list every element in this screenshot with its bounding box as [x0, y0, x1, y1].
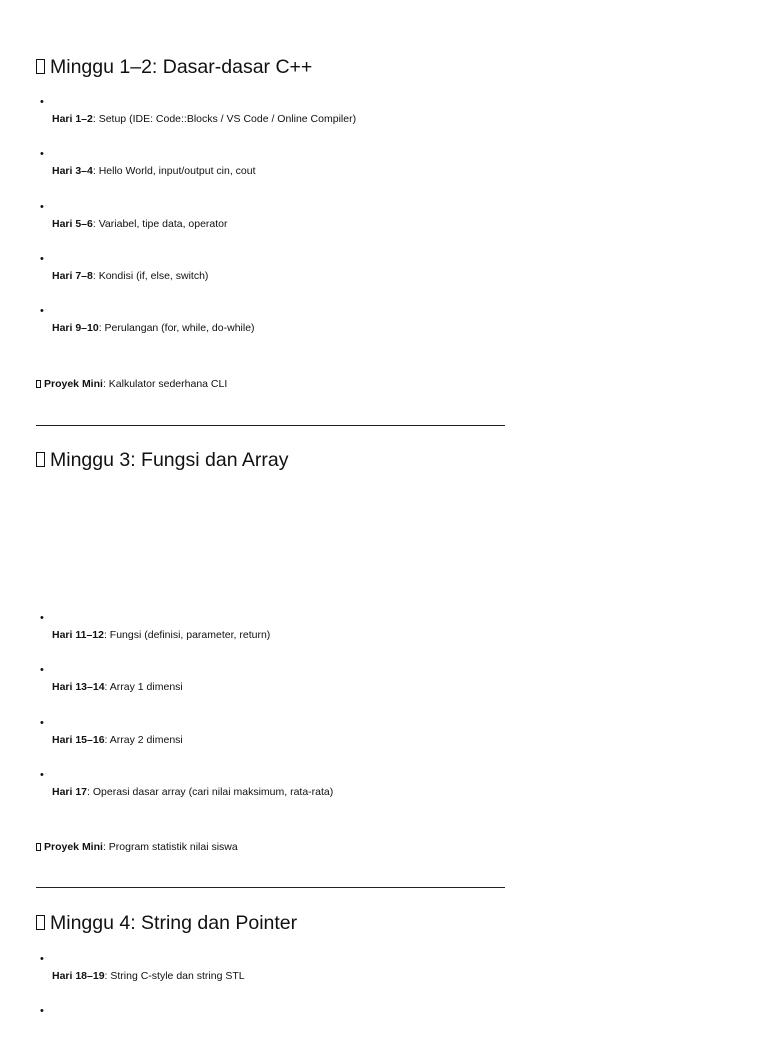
day-list	[36, 953, 506, 1058]
mini-project-week-3	[36, 840, 238, 854]
day-text: : Fungsi (definisi, parameter, return)	[103, 629, 271, 641]
section-divider	[36, 887, 505, 888]
day-label: Hari 9–10	[52, 322, 99, 335]
day-text: : Hello World, input/output cin, cout	[92, 165, 256, 178]
bullet-icon: •	[40, 664, 44, 677]
heading-text: Minggu 4: String dan Pointer	[50, 912, 298, 934]
bullet-icon: •	[40, 96, 44, 108]
list-item	[36, 148, 506, 200]
day-text: : Operasi dasar array (cari nilai maksimum, rata-rata)	[87, 785, 334, 798]
day-text: : Setup (IDE: Code::Blocks / VS Code / Online Compiler)	[92, 113, 357, 125]
missing-glyph-icon	[36, 843, 41, 851]
day-text: : Perulangan (for, while, do-while)	[98, 322, 255, 335]
day-label: Hari 5–6	[52, 217, 93, 230]
day-label: Hari 1–2	[52, 113, 93, 125]
project-label: Proyek Mini	[44, 841, 103, 853]
project-text: : Kalkulator sederhana CLI	[102, 378, 228, 390]
day-label: Hari 17	[52, 785, 88, 798]
day-label: Hari 11–12	[52, 629, 104, 641]
heading-text: Minggu 1–2: Dasar-dasar C++	[50, 56, 313, 78]
day-list-week-1-2	[36, 96, 506, 357]
bullet-icon: •	[40, 252, 44, 265]
day-label: Hari 15–16	[52, 733, 105, 746]
section-week-3	[36, 447, 506, 473]
bullet-icon: •	[40, 305, 44, 318]
project-label: Proyek Mini	[44, 378, 103, 390]
list-item	[36, 717, 506, 769]
project-text: : Program statistik nilai siswa	[102, 841, 238, 853]
day-text: : Array 2 dimensi	[104, 733, 183, 746]
list-item	[36, 1005, 506, 1057]
bullet-icon: •	[40, 148, 44, 161]
heading-text: Minggu 3: Fungsi dan Array	[50, 449, 289, 471]
day-label: Hari 7–8	[52, 269, 93, 282]
list-item	[36, 96, 506, 148]
day-list-week-4	[36, 953, 506, 1058]
day-list	[36, 96, 506, 357]
section-heading	[36, 910, 506, 936]
list-item	[36, 253, 506, 305]
day-text: : Kondisi (if, else, switch)	[92, 269, 209, 282]
section-heading	[36, 54, 506, 80]
list-item	[36, 769, 506, 821]
section-week-1-2	[36, 54, 506, 80]
day-text: : Array 1 dimensi	[104, 681, 183, 694]
section-divider	[36, 425, 505, 426]
list-item	[36, 305, 506, 357]
missing-glyph-icon	[36, 915, 45, 930]
day-list-week-3	[36, 612, 506, 821]
bullet-icon: •	[40, 1005, 44, 1018]
missing-glyph-icon	[36, 452, 45, 467]
day-text: : String C-style dan string STL	[104, 970, 245, 982]
section-heading	[36, 447, 506, 473]
list-item	[36, 201, 506, 253]
day-label: Hari 18–19	[52, 970, 105, 982]
section-week-4	[36, 910, 506, 936]
mini-project-week-1-2	[36, 377, 227, 391]
day-label: Hari 3–4	[52, 165, 93, 178]
day-list	[36, 612, 506, 821]
day-label: Hari 13–14	[52, 681, 105, 694]
day-text: : Variabel, tipe data, operator	[92, 217, 228, 230]
missing-glyph-icon	[36, 59, 45, 74]
bullet-icon: •	[40, 612, 44, 624]
bullet-icon: •	[40, 716, 44, 729]
list-item	[36, 953, 506, 1005]
bullet-icon: •	[40, 768, 44, 781]
list-item	[36, 664, 506, 716]
bullet-icon: •	[40, 200, 44, 213]
list-item	[36, 612, 506, 664]
missing-glyph-icon	[36, 380, 41, 388]
bullet-icon: •	[40, 953, 44, 965]
